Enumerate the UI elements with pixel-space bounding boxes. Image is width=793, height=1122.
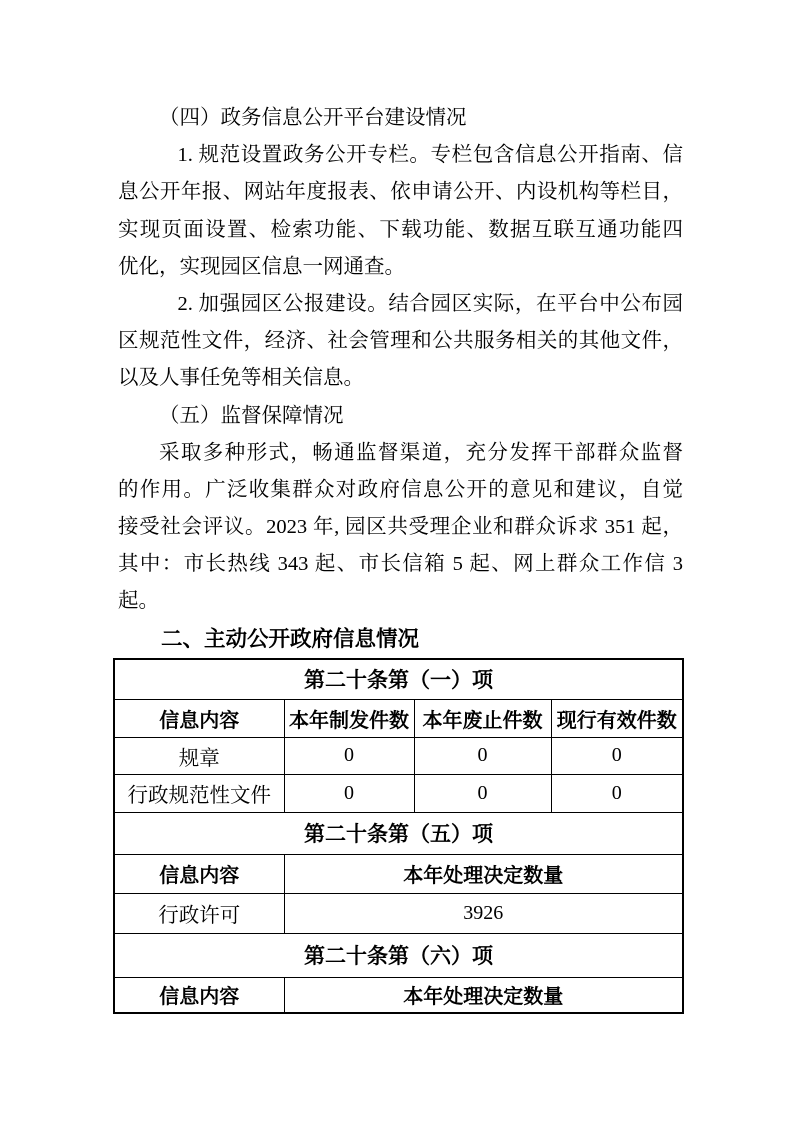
disclosure-table	[113, 658, 684, 1014]
table-row	[114, 893, 683, 933]
column-header: 本年废止件数	[414, 699, 551, 737]
paragraph-line: 区规范性文件，经济、社会管理和公共服务相关的其他文件，	[118, 330, 683, 353]
paragraph-line: 实现页面设置、检索功能、下载功能、数据互联互通功能四	[118, 218, 683, 241]
row-label: 行政规范性文件	[114, 774, 284, 812]
cell-value: 0	[414, 737, 551, 774]
table-row	[114, 659, 683, 699]
cell-value: 0	[551, 737, 683, 774]
paragraph-line: 的作用。广泛收集群众对政府信息公开的意见和建议，自觉	[118, 478, 683, 501]
paragraph-line: 起。	[118, 590, 159, 613]
column-header: 信息内容	[114, 854, 284, 893]
table-row	[114, 699, 683, 737]
table-section-title: 第二十条第（一）项	[114, 659, 683, 699]
paragraph-line: 接受社会评议。2023 年, 园区共受理企业和群众诉求 351 起，	[118, 516, 683, 539]
document-body	[118, 100, 683, 658]
paragraph-line: 1. 规范设置政务公开专栏。专栏包含信息公开指南、信	[177, 144, 683, 167]
paragraph-line: 采取多种形式，畅通监督渠道，充分发挥干部群众监督	[159, 441, 683, 464]
cell-value: 3926	[284, 893, 683, 933]
cell-value: 0	[284, 737, 414, 774]
paragraph-line: 以及人事任免等相关信息。	[118, 367, 364, 390]
table-row	[114, 737, 683, 774]
table-section-title: 第二十条第（六）项	[114, 933, 683, 977]
row-label: 行政许可	[114, 893, 284, 933]
paragraph-line: 2. 加强园区公报建设。结合园区实际，在平台中公布园	[177, 292, 683, 315]
column-header: 本年处理决定数量	[284, 854, 683, 893]
row-label: 规章	[114, 737, 284, 774]
paragraph-line: 优化，实现园区信息一网通查。	[118, 255, 405, 278]
column-header: 信息内容	[114, 699, 284, 737]
table-section-title: 第二十条第（五）项	[114, 812, 683, 854]
cell-value: 0	[284, 774, 414, 812]
column-header: 本年处理决定数量	[284, 977, 683, 1013]
table-row	[114, 854, 683, 893]
section-heading-si: （四）政务信息公开平台建设情况	[159, 107, 467, 129]
table-row	[114, 933, 683, 977]
column-header: 现行有效件数	[551, 699, 683, 737]
table-row	[114, 774, 683, 812]
paragraph-line: 其中：市长热线 343 起、市长信箱 5 起、网上群众工作信 3	[118, 553, 683, 576]
column-header: 信息内容	[114, 977, 284, 1013]
table-row	[114, 812, 683, 854]
cell-value: 0	[551, 774, 683, 812]
table-row	[114, 977, 683, 1013]
section-heading-wu: （五）监督保障情况	[159, 404, 344, 427]
column-header: 本年制发件数	[284, 699, 414, 737]
section-heading-er: 二、主动公开政府信息情况	[161, 626, 420, 651]
paragraph-line: 息公开年报、网站年度报表、依申请公开、内设机构等栏目，	[118, 181, 683, 204]
cell-value: 0	[414, 774, 551, 812]
